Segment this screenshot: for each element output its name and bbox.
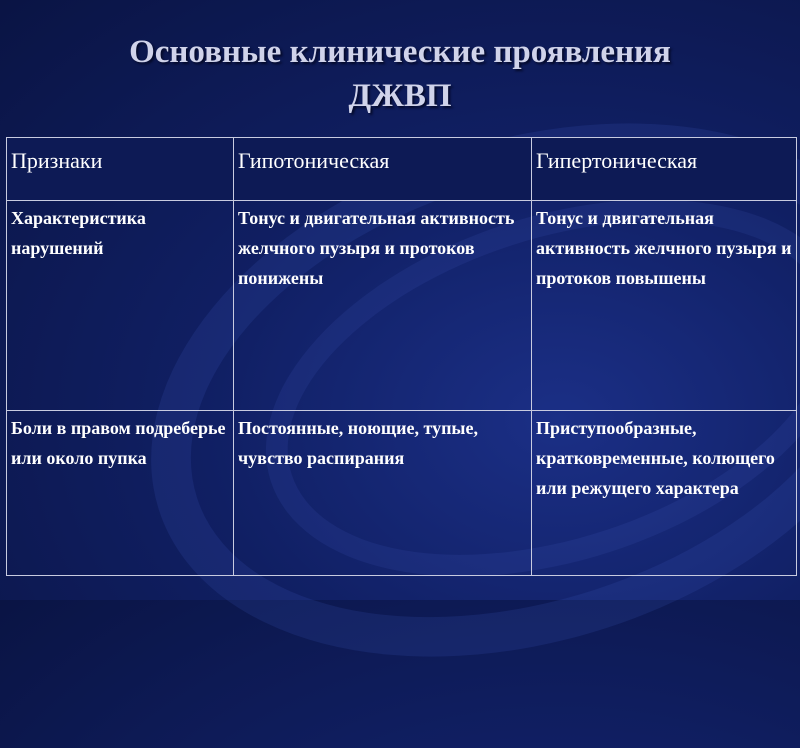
manifestations-table [6,137,797,576]
table-row [7,411,797,576]
cell-sign: Характеристика нарушений [7,201,234,411]
header-hypertonic: Гипертоническая [532,138,797,201]
slide-title [0,30,800,118]
cell-hypertonic: Приступообразные, кратковременные, колющего или режущего характера [532,411,797,576]
cell-hypotonic: Тонус и двигательная активность желчного пузыря и протоков понижены [234,201,532,411]
cell-hypotonic: Постоянные, ноющие, тупые, чувство распирания [234,411,532,576]
cell-hypertonic: Тонус и двигательная активность желчного пузыря и протоков повышены [532,201,797,411]
slide-title-line2: ДЖВП [348,78,452,114]
header-hypotonic: Гипотоническая [234,138,532,201]
table-row [7,201,797,411]
header-signs: Признаки [7,138,234,201]
table-header-row [7,138,797,201]
cell-sign: Боли в правом подреберье или около пупка [7,411,234,576]
slide-title-line1: Основные клинические проявления [129,34,671,70]
